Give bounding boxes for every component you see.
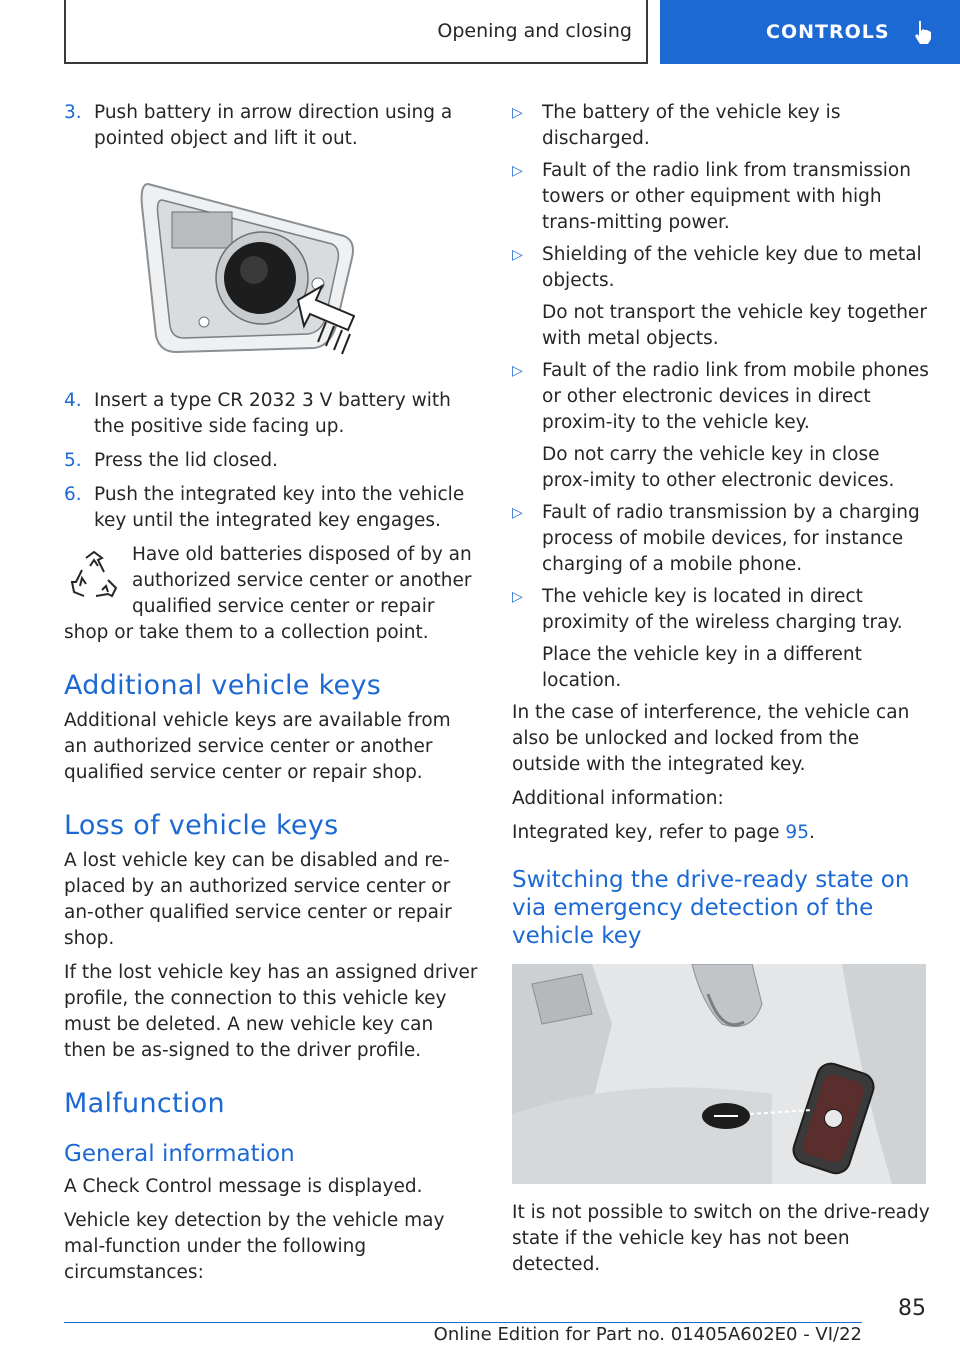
list-item-text: Fault of the radio link from transmission towers or other equipment with high trans-mitting power. <box>542 160 911 233</box>
step-text: Press the lid closed. <box>94 450 278 471</box>
loss-text-1: A lost vehicle key can be disabled and re-placed by an authorized service center or an-other qualified service center or repair shop. <box>64 850 452 949</box>
bullet-triangle-icon: ▷ <box>512 589 523 605</box>
list-item <box>512 358 930 436</box>
interference-text: In the case of interference, the vehicle can also be unlocked and locked from the outside with the integrated key. <box>512 702 910 775</box>
additional-info-label: Additional information: <box>512 788 724 809</box>
heading-loss-of-keys: Loss of vehicle keys <box>64 810 339 841</box>
chapter-tab <box>660 0 960 64</box>
chapter-title: CONTROLS <box>766 21 890 43</box>
list-item-text: The battery of the vehicle key is discharged. <box>542 102 841 149</box>
heading-general-information: General information <box>64 1141 295 1167</box>
recycle-icon <box>64 546 124 606</box>
page-number: 85 <box>898 1296 926 1321</box>
step-6 <box>64 482 478 534</box>
section-tab <box>64 0 648 64</box>
list-item-note: Place the vehicle key in a different location. <box>542 644 862 691</box>
step-number: 4. <box>64 390 82 411</box>
heading-malfunction: Malfunction <box>64 1088 225 1119</box>
vehicle-key-battery-illustration <box>64 166 478 376</box>
key-battery-figure <box>64 166 478 376</box>
bullet-triangle-icon: ▷ <box>512 163 523 179</box>
reference-suffix: . <box>808 822 815 843</box>
step-5 <box>64 448 478 474</box>
recycle-note-text: Have old batteries disposed of by an authorized service center or another qualified service center or repair shop or take them to a collection point. <box>64 544 472 643</box>
step-text: Push the integrated key into the vehicle key until the integrated key engages. <box>94 484 465 531</box>
circumstance-list <box>512 100 930 694</box>
list-item <box>512 242 930 294</box>
steering-column-key-illustration <box>512 964 926 1184</box>
step-4 <box>64 388 478 440</box>
left-column <box>64 100 478 1294</box>
general-text-1: A Check Control message is displayed. <box>64 1176 423 1197</box>
bullet-triangle-icon: ▷ <box>512 247 523 263</box>
right-column <box>512 100 930 1286</box>
additional-keys-text: Additional vehicle keys are available from an authorized service center or another qualified service center or repair shop. <box>64 710 451 783</box>
list-item <box>512 158 930 236</box>
section-title: Opening and closing <box>437 20 632 42</box>
step-number: 5. <box>64 450 82 471</box>
footer-edition: Online Edition for Part no. 01405A602E0 - VI/22 <box>433 1324 862 1345</box>
recycle-note <box>64 542 478 646</box>
list-item-text: Fault of radio transmission by a charging process of mobile devices, for instance charging of a mobile phone. <box>542 502 920 575</box>
step-text: Push battery in arrow direction using a pointed object and lift it out. <box>94 102 453 149</box>
step-3 <box>64 100 478 152</box>
general-text-2: Vehicle key detection by the vehicle may mal-function under the following circumstances: <box>64 1210 445 1283</box>
loss-text-2: If the lost vehicle key has an assigned driver profile, the connection to this vehicle key must be deleted. A new vehicle key can then be as-signed to the driver profile. <box>64 962 478 1061</box>
emergency-detection-figure <box>512 964 926 1184</box>
bullet-triangle-icon: ▷ <box>512 105 523 121</box>
heading-additional-keys: Additional vehicle keys <box>64 670 382 701</box>
footer-rule <box>64 1322 862 1323</box>
switching-text: It is not possible to switch on the drive-ready state if the vehicle key has not been detected. <box>512 1202 930 1275</box>
page-link[interactable]: 95 <box>785 822 809 843</box>
bullet-triangle-icon: ▷ <box>512 363 523 379</box>
list-item-text: Shielding of the vehicle key due to metal objects. <box>542 244 922 291</box>
hand-pointer-icon <box>912 19 934 45</box>
heading-switching-drive-ready: Switching the drive-ready state on via emergency detection of the vehicle key <box>512 867 910 949</box>
step-number: 6. <box>64 484 82 505</box>
step-number: 3. <box>64 102 82 123</box>
list-item-note: Do not carry the vehicle key in close prox-imity to other electronic devices. <box>542 444 895 491</box>
list-item <box>512 100 930 152</box>
list-item <box>512 500 930 578</box>
bullet-triangle-icon: ▷ <box>512 505 523 521</box>
list-item <box>512 584 930 636</box>
reference-prefix: Integrated key, refer to page <box>512 822 786 843</box>
list-item-text: The vehicle key is located in direct proximity of the wireless charging tray. <box>542 586 903 633</box>
list-item-text: Fault of the radio link from mobile phones or other electronic devices in direct proxim-ity to the vehicle key. <box>542 360 929 433</box>
step-text: Insert a type CR 2032 3 V battery with the positive side facing up. <box>94 390 451 437</box>
list-item-note: Do not transport the vehicle key together with metal objects. <box>542 302 927 349</box>
integrated-key-reference <box>512 820 930 846</box>
